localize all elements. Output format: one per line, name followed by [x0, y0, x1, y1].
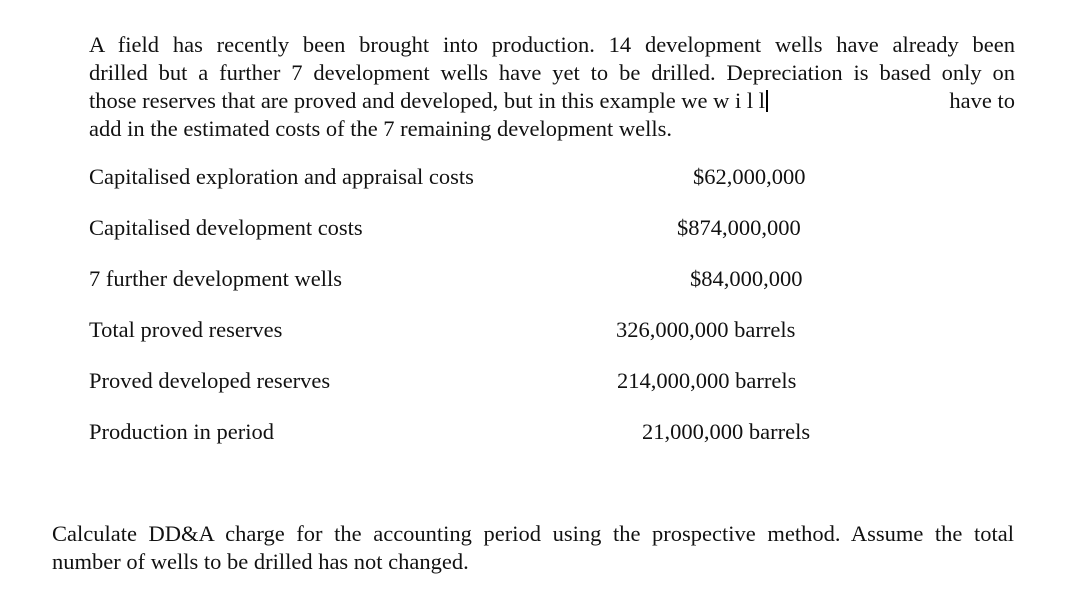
row-value: 326,000,000 barrels: [616, 317, 796, 342]
row-value: $874,000,000: [677, 215, 801, 240]
row-label: Capitalised exploration and appraisal costs: [89, 164, 474, 189]
text-cursor-icon: [766, 90, 768, 112]
row-value: 214,000,000 barrels: [617, 368, 797, 393]
intro-paragraph: [89, 31, 1015, 143]
row-value: $62,000,000: [693, 164, 806, 189]
row-value: $84,000,000: [690, 266, 803, 291]
intro-line-3-start: those reserves that are proved and developed, but in this example we w i l l: [89, 88, 766, 113]
table-row: [89, 164, 829, 215]
question-line-1: Calculate DD&A charge for the accounting period using the prospective method. Assume the total: [52, 521, 1014, 546]
row-value: 21,000,000 barrels: [642, 419, 811, 444]
table-row: [89, 317, 829, 368]
intro-line-4: add in the estimated costs of the 7 remaining development wells.: [89, 116, 672, 141]
row-label: Capitalised development costs: [89, 215, 363, 240]
intro-line-3-end: have to: [949, 88, 1015, 113]
table-row: [89, 419, 829, 470]
row-label: 7 further development wells: [89, 266, 343, 291]
cost-reserve-table: [89, 164, 829, 470]
table-row: [89, 266, 829, 317]
intro-line-2: drilled but a further 7 development wells have yet to be drilled. Depreciation is based only on: [89, 60, 1015, 85]
table-row: [89, 215, 829, 266]
question-line-2: number of wells to be drilled has not changed.: [52, 549, 469, 574]
row-label: Proved developed reserves: [89, 368, 331, 393]
table-row: [89, 368, 829, 419]
question-paragraph: [52, 520, 1014, 576]
intro-line-3: [89, 87, 1015, 115]
row-label: Total proved reserves: [89, 317, 283, 342]
row-label: Production in period: [89, 419, 274, 444]
intro-line-1: A field has recently been brought into production. 14 development wells have already been: [89, 32, 1015, 57]
